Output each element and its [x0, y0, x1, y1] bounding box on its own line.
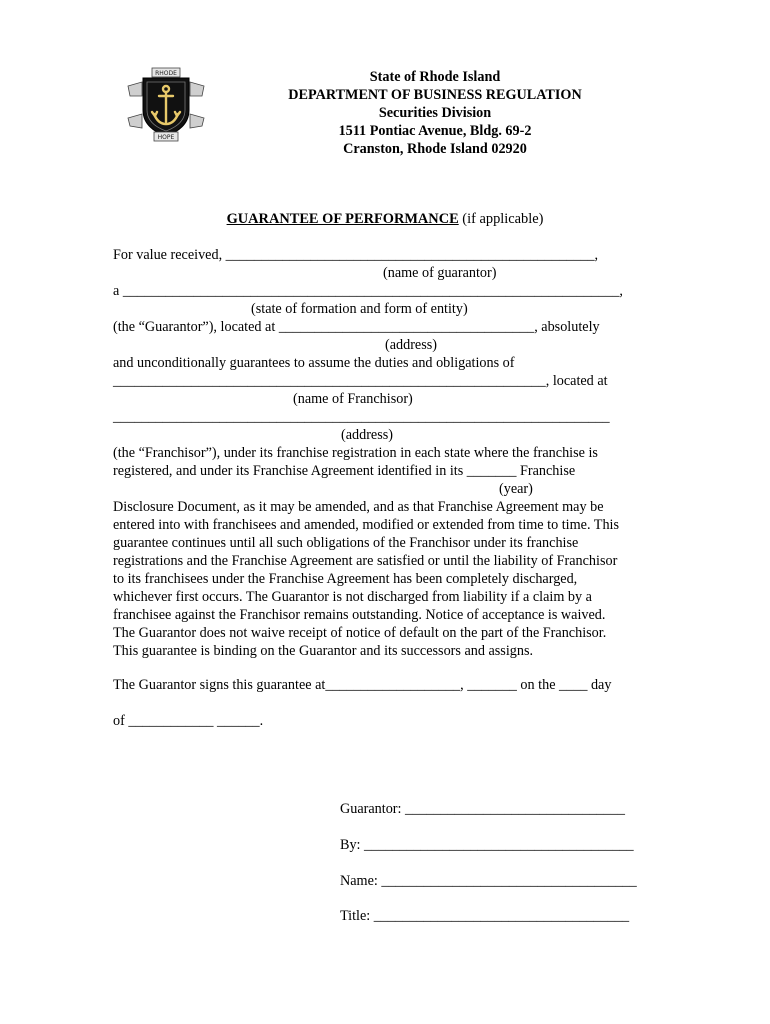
body-line: (the “Franchisor”), under its franchise registration in each state where the franchise is	[113, 445, 598, 461]
body-line: franchisee against the Franchisor remains outstanding. Notice of acceptance is waived.	[113, 607, 606, 623]
body-line: Disclosure Document, as it may be amended, and as that Franchise Agreement may be	[113, 499, 604, 515]
title-heading: GUARANTEE OF PERFORMANCE	[226, 211, 459, 227]
body-line: guarantee continues until all such obligations of the Franchisor under its franchise	[113, 535, 579, 551]
body-line: For value received, ____________________________________________________,	[113, 247, 599, 263]
field-caption: (address)	[341, 427, 393, 443]
letterhead	[200, 68, 670, 158]
field-caption: (name of Franchisor)	[293, 391, 413, 407]
by-signature-line: By: ______________________________________	[340, 837, 634, 853]
letterhead-street-address: 1511 Pontiac Avenue, Bldg. 69-2	[338, 123, 532, 139]
body-line: _____________________________________________________________, located at	[113, 373, 608, 389]
svg-text:RHODE: RHODE	[155, 70, 177, 77]
signing-month-year-line: of ____________ ______.	[113, 713, 264, 729]
field-caption: (state of formation and form of entity)	[251, 301, 468, 317]
field-caption: (year)	[499, 481, 533, 497]
body-line: entered into with franchisees and amended, modified or extended from time to time. This	[113, 517, 620, 533]
body-line: whichever first occurs. The Guarantor is not discharged from liability if a claim by a	[113, 589, 592, 605]
body-line: and unconditionally guarantees to assume the duties and obligations of	[113, 355, 515, 371]
field-caption: (address)	[385, 337, 437, 353]
signing-place-date-line: The Guarantor signs this guarantee at___________________, _______ on the ____ day	[113, 677, 612, 693]
name-line: Name: ____________________________________	[340, 873, 637, 889]
body-line: (the “Guarantor”), located at ____________________________________, absolutely	[113, 319, 600, 335]
letterhead-state: State of Rhode Island	[369, 69, 501, 85]
guarantee-body	[113, 246, 659, 660]
letterhead-department: DEPARTMENT OF BUSINESS REGULATION	[288, 87, 582, 103]
field-caption: (name of guarantor)	[383, 265, 497, 281]
body-line: This guarantee is binding on the Guarantor and its successors and assigns.	[113, 643, 534, 659]
body-line: The Guarantor does not waive receipt of notice of default on the part of the Franchisor.	[113, 625, 607, 641]
svg-text:HOPE: HOPE	[157, 134, 175, 141]
body-line: registered, and under its Franchise Agreement identified in its _______ Franchise	[113, 463, 576, 479]
document-title	[0, 211, 770, 228]
title-line: Title: ____________________________________	[340, 908, 630, 924]
rhode-island-seal-icon	[124, 66, 208, 142]
title-note: (if applicable)	[458, 211, 544, 227]
guarantor-signature-line: Guarantor: _______________________________	[340, 801, 625, 817]
letterhead-division: Securities Division	[378, 105, 492, 121]
body-line: registrations and the Franchise Agreement are satisfied or until the liability of Franchisor	[113, 553, 618, 569]
body-line: ______________________________________________________________________	[113, 409, 610, 425]
letterhead-city: Cranston, Rhode Island 02920	[343, 141, 527, 157]
body-line: to its franchisees under the Franchise Agreement has been completely discharged,	[113, 571, 578, 587]
body-line: a ______________________________________________________________________,	[113, 283, 623, 299]
